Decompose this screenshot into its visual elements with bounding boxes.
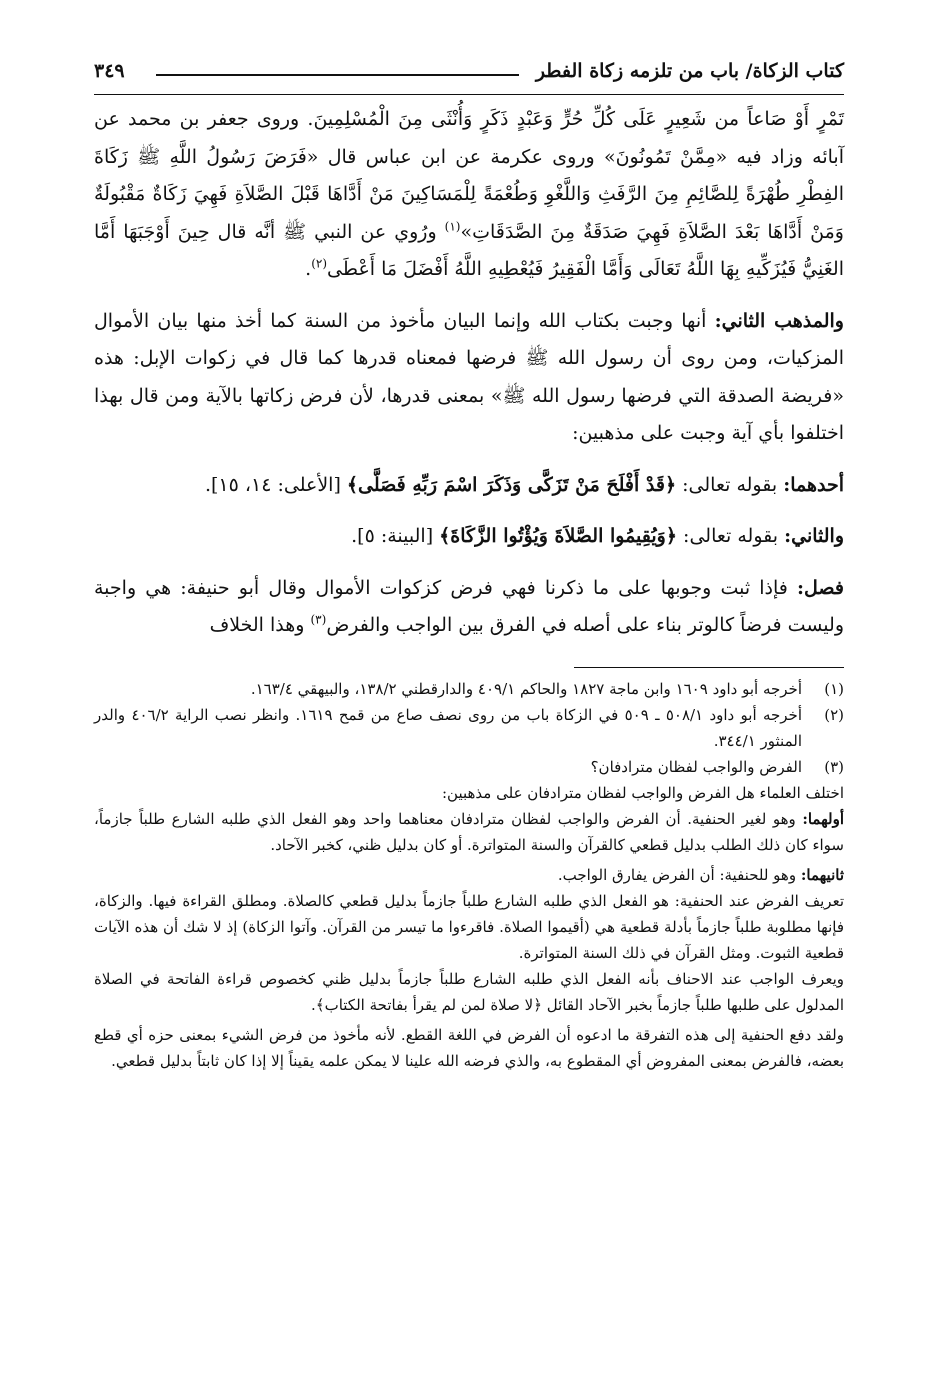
footnote-separator: [574, 667, 844, 669]
paragraph-fasl: [94, 570, 844, 645]
header-title: كتاب الزكاة/ باب من تلزمه زكاة الفطر: [535, 60, 844, 82]
footnote-ref-2: (٢): [311, 256, 328, 271]
footnote-3-second-lead: ثانيهما:: [800, 866, 844, 884]
main-text: [94, 101, 844, 645]
second-madhhab-lead: والمذهب الثاني:: [714, 309, 844, 332]
footnote-1-text: أخرجه أبو داود ١٦٠٩ وابن ماجة ١٨٢٧ والحاكم ٤٠٩/١ والدارقطني ١٣٨/٢، والبيهقي ١٦٣/٤.: [250, 680, 802, 698]
footnote-2-text: أخرجه أبو داود ٥٠٨/١ ـ ٥٠٩ في الزكاة باب من روى نصف صاع من قمح ١٦١٩. وانظر نصب الراية ٤٠٦/٢ والدر المنثور ٣٤٤/١.: [94, 706, 802, 750]
paragraph-hadith: [94, 101, 844, 289]
quran-quote-al-ala: ﴿قَدْ أَفْلَحَ مَنْ تَزَكَّى وَذَكَرَ اسْمَ رَبِّهِ فَصَلَّى﴾: [346, 473, 677, 496]
second-opinion-text: بقوله تعالى:: [677, 525, 785, 547]
footnote-ref-1: (١): [444, 219, 461, 234]
hadith-text: تَمْرٍ أَوْ صَاعاً من شَعِيرٍ عَلَى كُلِّ حُرٍّ وَعَبْدٍ ذَكَرٍ وَأُنْثَى مِنَ الْمُسْلِمِينَ. وروى جعفر بن محمد عن آبائه وزاد فيه «مِمَّنْ تَمُونُونَ» وروى عكرمة عن ابن عباس قال «فَرَضَ رَسُولُ اللَّهِ ﷺ زَكَاةَ الفِطْرِ طُهْرَةً لِلصَّائِمِ مِنَ الرَّفَثِ وَاللَّغْوِ وَطُعْمَةً لِلْمَسَاكِينَ مَنْ أَدَّاهَا قَبْلَ الصَّلاَةِ فَهِيَ زَكَاةٌ مَقْبُولَةٌ وَمَنْ أَدَّاهَا بَعْدَ الصَّلاَةِ فَهِيَ صَدَقَةٌ مِنَ الصَّدَقَاتِ»: [94, 108, 844, 243]
page-number: ٣٤٩: [94, 60, 125, 82]
first-opinion-text: بقوله تعالى:: [676, 473, 784, 496]
second-opinion-lead: والثاني:: [784, 525, 844, 547]
fasl-text-continued: وهذا الخلاف: [209, 614, 311, 636]
footnote-1-number: (١): [824, 680, 844, 698]
footnote-ref-3: (٣): [310, 612, 327, 627]
quran-quote-al-bayyina: ﴿وَيُقِيمُوا الصَّلاَةَ وَيُؤْتُوا الزَّكَاةَ﴾: [439, 525, 677, 547]
book-page: [94, 58, 844, 1074]
quran-ref-al-ala: [الأعلى: ١٤، ١٥].: [204, 473, 347, 496]
fasl-text: فإذا ثبت وجوبها على ما ذكرنا فهي فرض كزكوات الأموال وقال أبو حنيفة: هي واجبة وليست فرضاً كالوتر بناء على أصله في الفرق بين الواجب والفرض: [94, 576, 844, 636]
paragraph-first-opinion: [94, 467, 844, 505]
footnotes: [94, 676, 844, 1074]
footnote-3: [94, 754, 844, 780]
hadith-end: .: [305, 258, 312, 280]
footnote-3-second-text: وهو للحنفية: أن الفرض يفارق الواجب.: [557, 866, 801, 884]
first-opinion-lead: أحدهما:: [783, 473, 844, 496]
footnote-3-fard-definition: تعريف الفرض عند الحنفية: هو الفعل الذي طلبه الشارع طلباً جازماً بدليل قطعي كالصلاة. ومطلق القراءة فيها. والزكاة، فإنها مطلوبة طلباً جازماً بأدلة قطعية هي (أقيموا الصلاة. فاقرءوا ما تيسر من القرآن. وآتوا الزكاة) إذ لا شك أن هذه الآيات قطعية الثبوت. ومثل القرآن في ذلك السنة المتواترة.: [94, 892, 844, 962]
footnote-3-first-lead: أولهما:: [802, 810, 844, 828]
hadith-text-continued: ورُوي عن النبي ﷺ أنَّه قال حِينَ أَوْجَبَهَا أَمَّا الغَنِيُّ فَيُزَكِّيهِ بِهَا اللَّهُ تَعَالَى وَأَمَّا الْفَقِيرُ فَيُعْطِيهِ اللَّهُ أَفْضَلَ مَا أَعْطَى: [94, 220, 844, 280]
footnote-2: [94, 702, 844, 754]
footnote-3-first-text: وهو لغير الحنفية. أن الفرض والواجب لفظان مترادفان معناهما واحد وهو الفعل الذي طلبه الشارع طلباً جازماً، سواء كان ذلك الطلب بدليل قطعي كالقرآن والسنة المتواترة. أو كان بدليل ظني، كخبر الآحاد.: [94, 810, 844, 854]
paragraph-second-madhhab: [94, 303, 844, 453]
footnote-2-number: (٢): [824, 706, 844, 724]
footnote-3-closing: ولقد دفع الحنفية إلى هذه التفرقة ما ادعوه أن الفرض في اللغة القطع. لأنه مأخوذ من فرض الشيء بمعنى حزه أي قطع بعضه، فالفرض بمعنى المفروض أي المقطوع به، والذي فرضه الله علينا لا يمكن علمه يقيناً إلا إذا كان ثابتاً بدليل قطعي.: [94, 1026, 844, 1070]
footnote-3-wajib-definition: ويعرف الواجب عند الاحناف بأنه الفعل الذي طلبه الشارع طلباً جازماً بدليل ظني كخصوص قراءة الفاتحة في الصلاة المدلول على طلبها طلباً جازماً بخبر الآحاد القائل ﴿لا صلاة لمن لم يقرأ بفاتحة الكتاب﴾.: [94, 970, 844, 1014]
quran-ref-al-bayyina: [البينة: ٥].: [351, 525, 440, 547]
footnote-3-title: الفرض والواجب لفظان مترادفان؟: [590, 758, 802, 776]
footnote-1: [94, 676, 844, 702]
running-header: [94, 58, 844, 95]
paragraph-second-opinion: [94, 518, 844, 556]
second-madhhab-text: أنها وجبت بكتاب الله وإنما البيان مأخوذ من السنة كما أخذ منها بيان الأموال المزكيات، ومن روى أن رسول الله ﷺ فرضها فمعناه قدرها كما قال في زكوات الإبل: هذه «فريضة الصدقة التي فرضها رسول الله ﷺ» بمعنى قدرها، لأن فرض زكاتها بالآية ومن قال بهذا اختلفوا بأي آية وجبت على مذهبين:: [94, 309, 844, 444]
fasl-lead: فصل:: [797, 576, 844, 599]
footnote-3-intro: اختلف العلماء هل الفرض والواجب لفظان مترادفان على مذهبين:: [442, 784, 844, 802]
header-rule: [156, 74, 519, 76]
footnote-3-second: [94, 862, 844, 888]
footnote-3-first: [94, 806, 844, 858]
footnote-3-number: (٣): [824, 758, 844, 776]
